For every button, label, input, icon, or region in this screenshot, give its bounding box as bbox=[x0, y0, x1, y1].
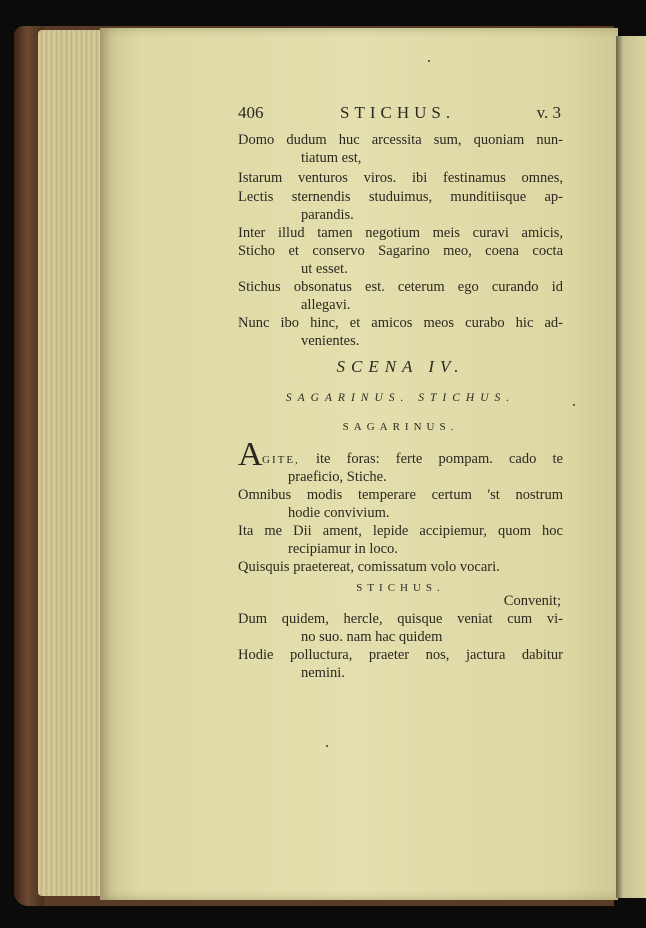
drop-cap: A bbox=[238, 436, 263, 473]
text-line: Nunc ibo hinc, et amicos meos curabo hic ad- bbox=[238, 315, 563, 331]
text-line: Hodie polluctura, praeter nos, jactura dabitur bbox=[238, 647, 563, 663]
speck bbox=[428, 60, 430, 62]
speck bbox=[326, 745, 328, 747]
running-header bbox=[238, 103, 563, 125]
text-line: Istarum venturos viros. ibi festinamus omnes, bbox=[238, 170, 563, 186]
first-word-rest: GITE, bbox=[262, 454, 300, 466]
speaker-name: STICHUS. bbox=[356, 582, 445, 594]
text-line: hodie convivium. bbox=[288, 505, 390, 521]
text-line: recipiamur in loco. bbox=[288, 541, 398, 557]
text-line: Lectis sternendis studuimus, munditiisque ap- bbox=[238, 189, 563, 205]
text-line: parandis. bbox=[301, 207, 354, 223]
text-line: allegavi. bbox=[301, 297, 351, 313]
text-line: Dum quidem, hercle, quisque veniat cum vi- bbox=[238, 611, 563, 627]
text-line: Convenit; bbox=[503, 593, 561, 609]
text-line: Quisquis praetereat, comissatum volo vocari. bbox=[238, 559, 500, 575]
text-line: Omnibus modis temperare certum 'st nostrum bbox=[238, 487, 563, 503]
text-line: venientes. bbox=[301, 333, 360, 349]
text-line: ut esset. bbox=[301, 261, 348, 277]
text-line: Sticho et conservo Sagarino meo, coena cocta bbox=[238, 243, 563, 259]
scene-cast: SAGARINUS. STICHUS. bbox=[285, 392, 516, 404]
text-line: Stichus obsonatus est. ceterum ego curando id bbox=[238, 279, 563, 295]
speaker-name: SAGARINUS. bbox=[342, 421, 459, 433]
text-line-first bbox=[262, 451, 563, 470]
text-line: praeficio, Stiche. bbox=[288, 469, 387, 485]
text-line: Domo dudum huc arcessita sum, quoniam nun- bbox=[238, 132, 563, 148]
text-line: Inter illud tamen negotium meis curavi amicis, bbox=[238, 225, 563, 241]
first-line-rest: ite foras: ferte pompam. cado te bbox=[315, 451, 563, 467]
text-line: no suo. nam hac quidem bbox=[301, 629, 443, 645]
speck bbox=[573, 404, 575, 406]
page-number: 406 bbox=[238, 103, 264, 122]
text-line: Ita me Dii ament, lepide accipiemur, quom hoc bbox=[238, 523, 563, 539]
text-line: nemini. bbox=[301, 665, 345, 681]
facing-page-edge bbox=[616, 36, 646, 898]
volume-marker: v. 3 bbox=[536, 103, 561, 122]
scene-heading: SCENA IV. bbox=[336, 357, 465, 376]
running-title: STICHUS. bbox=[340, 103, 456, 122]
text-line: tiatum est, bbox=[301, 150, 362, 166]
